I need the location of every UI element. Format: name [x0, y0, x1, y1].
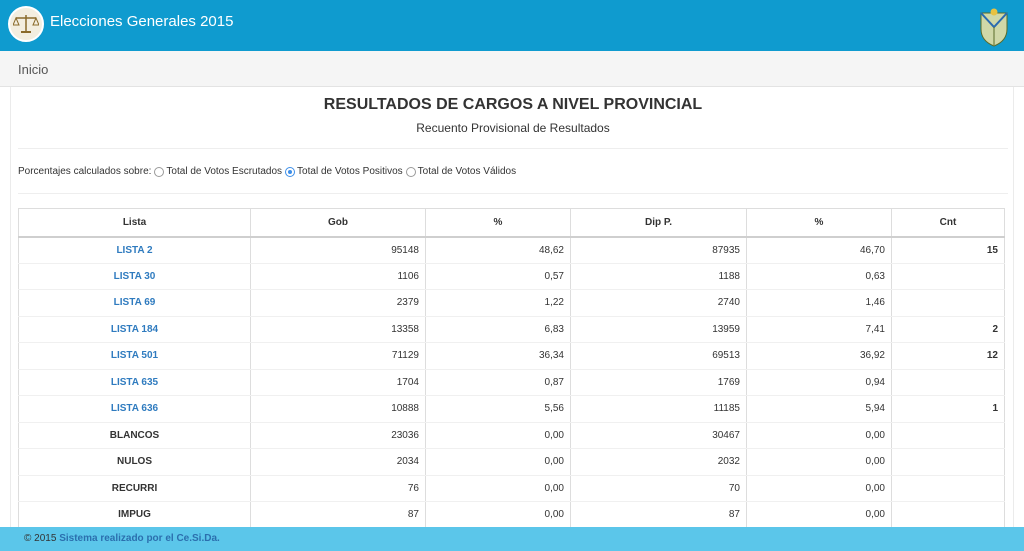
- lista-link[interactable]: LISTA 184: [19, 316, 251, 343]
- radio-label-votos-positivos[interactable]: Total de Votos Positivos: [297, 166, 403, 177]
- gob-percent: 0,00: [426, 502, 571, 528]
- results-table: [18, 208, 1005, 527]
- gob-votes: 10888: [251, 396, 426, 423]
- lista-link[interactable]: LISTA 501: [19, 343, 251, 370]
- top-header-bar: [0, 0, 1024, 51]
- gob-percent: 0,00: [426, 475, 571, 502]
- dip-percent: 1,46: [747, 290, 892, 317]
- seat-count: 12: [892, 343, 1005, 370]
- gob-votes: 71129: [251, 343, 426, 370]
- dip-percent: 0,94: [747, 369, 892, 396]
- dip-votes: 30467: [571, 422, 747, 449]
- gob-votes: 76: [251, 475, 426, 502]
- table-row: [19, 502, 1005, 528]
- radio-label-votos-validos[interactable]: Total de Votos Válidos: [417, 166, 517, 177]
- table-row: [19, 369, 1005, 396]
- col-header-gob-pct: %: [426, 209, 571, 237]
- dip-votes: 87: [571, 502, 747, 528]
- radio-votos-escrutados[interactable]: [154, 167, 164, 177]
- dip-percent: 0,00: [747, 449, 892, 476]
- table-row: [19, 475, 1005, 502]
- dip-votes: 2740: [571, 290, 747, 317]
- app-title[interactable]: Elecciones Generales 2015: [50, 13, 234, 30]
- main-content: [10, 87, 1014, 527]
- dip-votes: 70: [571, 475, 747, 502]
- gob-percent: 0,57: [426, 263, 571, 290]
- dip-percent: 7,41: [747, 316, 892, 343]
- footer-credit-link[interactable]: Sistema realizado por el Ce.Si.Da.: [59, 533, 220, 544]
- divider: [18, 193, 1008, 194]
- footer-copyright: © 2015: [24, 533, 57, 544]
- radio-label-votos-escrutados[interactable]: Total de Votos Escrutados: [166, 166, 283, 177]
- scales-of-justice-logo-icon[interactable]: [8, 6, 44, 42]
- divider: [18, 148, 1008, 149]
- lista-link[interactable]: LISTA 2: [19, 237, 251, 264]
- nav-home-link[interactable]: Inicio: [18, 62, 49, 77]
- lista-label: IMPUG: [19, 502, 251, 528]
- dip-percent: 36,92: [747, 343, 892, 370]
- gob-percent: 0,00: [426, 449, 571, 476]
- page-title: RESULTADOS DE CARGOS A NIVEL PROVINCIAL: [323, 96, 703, 113]
- lista-label: BLANCOS: [19, 422, 251, 449]
- col-header-gob: Gob: [251, 209, 426, 237]
- gob-votes: 1106: [251, 263, 426, 290]
- seat-count: 15: [892, 237, 1005, 264]
- dip-percent: 0,00: [747, 422, 892, 449]
- dip-votes: 87935: [571, 237, 747, 264]
- gob-percent: 1,22: [426, 290, 571, 317]
- percentage-basis-label: Porcentajes calculados sobre:: [18, 166, 152, 177]
- dip-percent: 0,00: [747, 502, 892, 528]
- gob-percent: 0,87: [426, 369, 571, 396]
- gob-percent: 36,34: [426, 343, 571, 370]
- dip-percent: 46,70: [747, 237, 892, 264]
- col-header-dip-pct: %: [747, 209, 892, 237]
- lista-label: RECURRI: [19, 475, 251, 502]
- seat-count: [892, 290, 1005, 317]
- seat-count: [892, 369, 1005, 396]
- page-subtitle: Recuento Provisional de Resultados: [416, 121, 610, 135]
- dip-percent: 0,00: [747, 475, 892, 502]
- seat-count: [892, 475, 1005, 502]
- dip-votes: 11185: [571, 396, 747, 423]
- dip-votes: 13959: [571, 316, 747, 343]
- table-row: [19, 449, 1005, 476]
- lista-link[interactable]: LISTA 30: [19, 263, 251, 290]
- gob-votes: 23036: [251, 422, 426, 449]
- col-header-dip: Dip P.: [571, 209, 747, 237]
- dip-percent: 0,63: [747, 263, 892, 290]
- table-row: [19, 263, 1005, 290]
- table-row: [19, 396, 1005, 423]
- seat-count: [892, 263, 1005, 290]
- coat-of-arms-icon: [975, 7, 1013, 47]
- col-header-cnt: Cnt: [892, 209, 1005, 237]
- gob-votes: 2034: [251, 449, 426, 476]
- gob-percent: 6,83: [426, 316, 571, 343]
- gob-votes: 13358: [251, 316, 426, 343]
- seat-count: 2: [892, 316, 1005, 343]
- footer: [0, 527, 1024, 551]
- seat-count: [892, 449, 1005, 476]
- navbar: [0, 51, 1024, 87]
- col-header-lista: Lista: [19, 209, 251, 237]
- radio-votos-positivos[interactable]: [285, 167, 295, 177]
- dip-votes: 1769: [571, 369, 747, 396]
- gob-votes: 95148: [251, 237, 426, 264]
- table-row: [19, 316, 1005, 343]
- lista-link[interactable]: LISTA 69: [19, 290, 251, 317]
- lista-label: NULOS: [19, 449, 251, 476]
- dip-votes: 1188: [571, 263, 747, 290]
- table-row: [19, 422, 1005, 449]
- table-row: [19, 290, 1005, 317]
- seat-count: [892, 502, 1005, 528]
- table-row: [19, 237, 1005, 264]
- percentage-basis-selector: [18, 166, 516, 177]
- lista-link[interactable]: LISTA 636: [19, 396, 251, 423]
- gob-percent: 48,62: [426, 237, 571, 264]
- gob-votes: 2379: [251, 290, 426, 317]
- seat-count: 1: [892, 396, 1005, 423]
- table-header-row: [19, 209, 1005, 237]
- lista-link[interactable]: LISTA 635: [19, 369, 251, 396]
- dip-votes: 69513: [571, 343, 747, 370]
- gob-votes: 87: [251, 502, 426, 528]
- gob-percent: 0,00: [426, 422, 571, 449]
- seat-count: [892, 422, 1005, 449]
- dip-votes: 2032: [571, 449, 747, 476]
- gob-percent: 5,56: [426, 396, 571, 423]
- table-row: [19, 343, 1005, 370]
- radio-votos-validos[interactable]: [406, 167, 416, 177]
- dip-percent: 5,94: [747, 396, 892, 423]
- gob-votes: 1704: [251, 369, 426, 396]
